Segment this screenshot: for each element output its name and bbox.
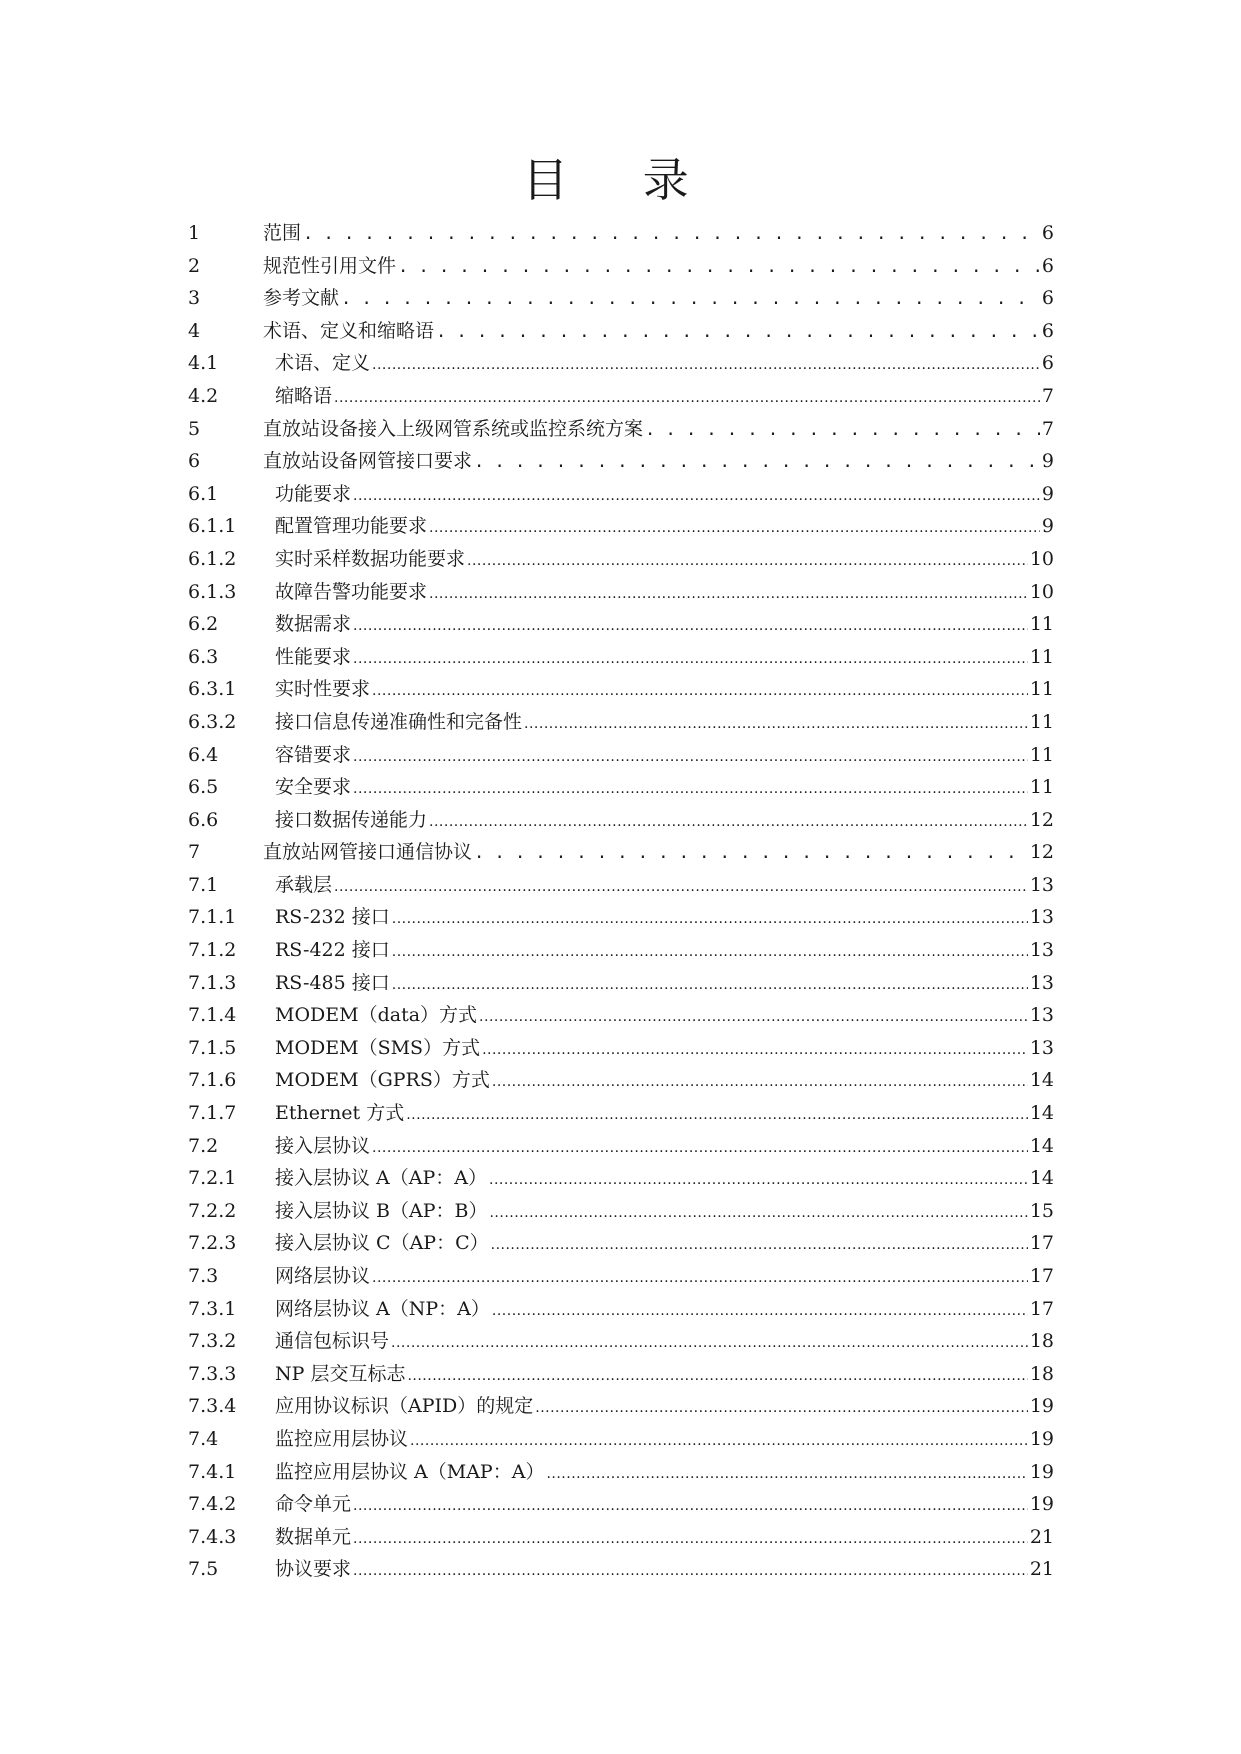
toc-dot-leader <box>398 250 1040 283</box>
toc-entry-page-number: 6 <box>1041 254 1054 277</box>
toc-entry-page-number: 11 <box>1029 678 1054 701</box>
toc-entry-title: 缩略语 <box>275 384 333 407</box>
toc-dot-leader <box>372 673 1028 706</box>
toc-entry[interactable] <box>188 576 1054 609</box>
toc-entry-title: 应用协议标识（APID）的规定 <box>275 1395 534 1418</box>
toc-entry-page-number: 13 <box>1029 939 1054 962</box>
toc-entry-title: 监控应用层协议 A（MAP：A） <box>275 1460 545 1483</box>
toc-entry-page-number: 9 <box>1041 482 1054 505</box>
toc-entry-page-number: 7 <box>1041 417 1054 440</box>
toc-entry-number: 7.4.1 <box>188 1460 237 1483</box>
toc-entry-number: 7.3.4 <box>188 1395 237 1418</box>
toc-entry-number: 6.3 <box>188 645 219 668</box>
toc-entry-title: 直放站设备接入上级网管系统或监控系统方案 <box>263 417 644 440</box>
toc-dot-leader <box>489 1195 1027 1228</box>
toc-entry-title: 实时采样数据功能要求 <box>275 547 466 570</box>
toc-entry[interactable] <box>188 739 1054 772</box>
toc-entry[interactable] <box>188 1358 1054 1391</box>
toc-entry-number: 6.1 <box>188 482 219 505</box>
toc-dot-leader <box>492 1064 1028 1097</box>
toc-entry[interactable] <box>188 967 1054 1000</box>
toc-entry-page-number: 19 <box>1029 1395 1054 1418</box>
page-title: 目 录 <box>522 153 719 207</box>
toc-entry[interactable] <box>188 1097 1054 1130</box>
toc-entry-page-number: 6 <box>1041 222 1054 244</box>
toc-entry-number: 7.3.2 <box>188 1330 237 1353</box>
toc-entry-number: 7.5 <box>188 1558 219 1581</box>
toc-entry-title: 数据需求 <box>275 613 352 636</box>
toc-dot-leader <box>353 1553 1028 1586</box>
toc-entry-number: 7.1.5 <box>188 1036 237 1059</box>
toc-entry-title: 接口信息传递准确性和完备性 <box>275 710 523 733</box>
toc-entry-number: 7.1 <box>188 873 219 896</box>
toc-entry-number: 2 <box>188 254 201 277</box>
toc-entry-title: RS-422 接口 <box>275 939 390 962</box>
toc-entry[interactable] <box>188 869 1054 902</box>
toc-entry[interactable] <box>188 478 1054 511</box>
toc-entry-page-number: 17 <box>1029 1297 1054 1320</box>
toc-entry-number: 6.6 <box>188 808 219 831</box>
toc-entry-page-number: 11 <box>1029 613 1054 636</box>
toc-entry[interactable] <box>188 1488 1054 1521</box>
toc-entry[interactable] <box>188 510 1054 543</box>
toc-dot-leader <box>492 1293 1028 1326</box>
toc-entry-title: 配置管理功能要求 <box>275 515 428 538</box>
toc-entry-number: 6.3.2 <box>188 710 237 733</box>
toc-entry[interactable] <box>188 413 1054 446</box>
toc-entry-page-number: 15 <box>1029 1199 1054 1222</box>
toc-entry-title: 术语、定义 <box>275 352 371 375</box>
toc-entry[interactable] <box>188 804 1054 837</box>
toc-entry-page-number: 17 <box>1029 1232 1054 1255</box>
toc-entry-title: 性能要求 <box>275 645 352 668</box>
toc-entry-title: MODEM（SMS）方式 <box>275 1036 481 1059</box>
toc-entry[interactable] <box>188 250 1054 283</box>
toc-entry-title: 监控应用层协议 <box>275 1427 409 1450</box>
toc-entry-page-number: 10 <box>1029 580 1054 603</box>
toc-entry-number: 5 <box>188 417 201 440</box>
toc-entry-title: 数据单元 <box>275 1525 352 1548</box>
toc-entry-title: RS-485 接口 <box>275 971 390 994</box>
toc-entry-title: 接入层协议 C（AP：C） <box>275 1232 489 1255</box>
toc-entry-number: 7.1.2 <box>188 939 237 962</box>
toc-entry-number: 7.3.1 <box>188 1297 237 1320</box>
toc-entry-title: 规范性引用文件 <box>263 254 397 277</box>
toc-entry-number: 7.1.6 <box>188 1069 237 1092</box>
toc-entry[interactable] <box>188 543 1054 576</box>
toc-entry-number: 7.1.7 <box>188 1102 237 1125</box>
toc-entry-page-number: 14 <box>1029 1102 1054 1125</box>
toc-entry[interactable] <box>188 999 1054 1032</box>
toc-dot-leader <box>479 999 1028 1032</box>
toc-entry-number: 7.4 <box>188 1427 219 1450</box>
toc-entry-title: 直放站网管接口通信协议 <box>263 841 473 864</box>
toc-entry-page-number: 19 <box>1029 1493 1054 1516</box>
toc-entry-page-number: 9 <box>1041 450 1054 473</box>
toc-entry-number: 4 <box>188 319 201 342</box>
toc-entry-page-number: 21 <box>1029 1525 1054 1548</box>
toc-dot-leader <box>353 771 1028 804</box>
toc-entry-number: 6.1.1 <box>188 515 237 538</box>
toc-dot-leader <box>410 1423 1028 1456</box>
toc-entry-title: 范围 <box>263 222 302 244</box>
toc-entry[interactable] <box>188 1162 1054 1195</box>
toc-entry-title: 接入层协议 B（AP：B） <box>275 1199 488 1222</box>
toc-dot-leader <box>429 510 1040 543</box>
toc-entry-title: MODEM（data）方式 <box>275 1004 478 1027</box>
toc-dot-leader <box>392 967 1028 1000</box>
toc-entry[interactable] <box>188 901 1054 934</box>
toc-dot-leader <box>474 836 1028 869</box>
toc-dot-leader <box>467 543 1028 576</box>
toc-entry-page-number: 9 <box>1041 515 1054 538</box>
toc-entry-title: NP 层交互标志 <box>275 1362 406 1385</box>
toc-dot-leader <box>392 901 1028 934</box>
toc-entry-page-number: 12 <box>1029 841 1054 864</box>
toc-dot-leader <box>436 315 1040 348</box>
toc-dot-leader <box>392 934 1028 967</box>
toc-entry[interactable] <box>188 1260 1054 1293</box>
toc-entry-page-number: 18 <box>1029 1362 1054 1385</box>
toc-entry-page-number: 13 <box>1029 971 1054 994</box>
toc-entry-title: 承载层 <box>275 873 333 896</box>
toc-dot-leader <box>372 1130 1028 1163</box>
toc-entry-title: 接入层协议 <box>275 1134 371 1157</box>
toc-dot-leader <box>535 1390 1028 1423</box>
toc-entry-page-number: 7 <box>1041 384 1054 407</box>
toc-entry-page-number: 11 <box>1029 743 1054 766</box>
toc-entry-number: 6.1.3 <box>188 580 237 603</box>
toc-entry-number: 4.2 <box>188 384 219 407</box>
toc-entry-number: 6.1.2 <box>188 547 237 570</box>
toc-dot-leader <box>474 445 1040 478</box>
toc-entry-title: 故障告警功能要求 <box>275 580 428 603</box>
toc-entry-number: 3 <box>188 287 201 310</box>
toc-dot-leader <box>645 413 1040 446</box>
toc-entry[interactable] <box>188 1064 1054 1097</box>
toc-entry-number: 4.1 <box>188 352 219 375</box>
toc-entry[interactable] <box>188 1032 1054 1065</box>
toc-dot-leader <box>429 576 1028 609</box>
toc-entry-number: 7.2 <box>188 1134 219 1157</box>
toc-entry-title: 直放站设备网管接口要求 <box>263 450 473 473</box>
toc-entry-title: 网络层协议 A（NP：A） <box>275 1297 490 1320</box>
toc-entry[interactable] <box>188 1195 1054 1228</box>
toc-entry[interactable] <box>188 1227 1054 1260</box>
toc-dot-leader <box>353 608 1028 641</box>
toc-entry[interactable] <box>188 608 1054 641</box>
toc-entry-number: 1 <box>188 222 201 244</box>
toc-entry-title: RS-232 接口 <box>275 906 390 929</box>
toc-entry-number: 6.5 <box>188 776 219 799</box>
toc-entry-page-number: 14 <box>1029 1134 1054 1157</box>
toc-entry-number: 7.2.3 <box>188 1232 237 1255</box>
toc-dot-leader <box>334 869 1028 902</box>
toc-entry-page-number: 18 <box>1029 1330 1054 1353</box>
toc-entry[interactable] <box>188 1456 1054 1489</box>
toc-entry[interactable] <box>188 934 1054 967</box>
toc-entry[interactable] <box>188 347 1054 380</box>
toc-dot-leader <box>353 739 1028 772</box>
toc-entry[interactable] <box>188 1293 1054 1326</box>
toc-entry-title: 通信包标识号 <box>275 1330 390 1353</box>
toc-dot-leader <box>546 1456 1027 1489</box>
toc-dot-leader <box>406 1097 1028 1130</box>
toc-entry-number: 7 <box>188 841 201 864</box>
toc-entry-number: 6.4 <box>188 743 219 766</box>
toc-entry-page-number: 13 <box>1029 906 1054 929</box>
toc-entry-title: MODEM（GPRS）方式 <box>275 1069 490 1092</box>
toc-entry-page-number: 14 <box>1029 1167 1054 1190</box>
toc-entry[interactable] <box>188 1521 1054 1554</box>
toc-dot-leader <box>489 1162 1028 1195</box>
toc-dot-leader <box>353 1521 1028 1554</box>
toc-entry-page-number: 11 <box>1029 645 1054 668</box>
toc-entry-page-number: 14 <box>1029 1069 1054 1092</box>
toc-entry-page-number: 6 <box>1041 319 1054 342</box>
toc-entry-number: 7.2.2 <box>188 1199 237 1222</box>
toc-entry-page-number: 19 <box>1029 1460 1054 1483</box>
toc-entry[interactable] <box>188 282 1054 315</box>
toc-dot-leader <box>372 347 1040 380</box>
toc-dot-leader <box>303 217 1040 250</box>
toc-entry-number: 7.3.3 <box>188 1362 237 1385</box>
toc-entry[interactable] <box>188 1130 1054 1163</box>
toc-entry-number: 7.3 <box>188 1265 219 1287</box>
toc-entry[interactable] <box>188 706 1054 739</box>
toc-entry-page-number: 17 <box>1029 1265 1054 1287</box>
toc-entry[interactable] <box>188 217 1054 250</box>
toc-entry-title: Ethernet 方式 <box>275 1102 405 1125</box>
toc-entry[interactable] <box>188 315 1054 348</box>
toc-entry-title: 命令单元 <box>275 1493 352 1516</box>
toc-entry[interactable] <box>188 673 1054 706</box>
toc-dot-leader <box>524 706 1028 739</box>
toc-entry-number: 7.4.2 <box>188 1493 237 1516</box>
toc-dot-leader <box>482 1032 1028 1065</box>
toc-entry[interactable] <box>188 771 1054 804</box>
toc-entry[interactable] <box>188 1423 1054 1456</box>
toc-dot-leader <box>372 1260 1028 1293</box>
toc-entry[interactable] <box>188 1325 1054 1358</box>
toc-dot-leader <box>429 804 1028 837</box>
toc-entry-page-number: 19 <box>1029 1427 1054 1450</box>
toc-entry[interactable] <box>188 1553 1054 1586</box>
toc-dot-leader <box>334 380 1040 413</box>
toc-entry-title: 接口数据传递能力 <box>275 808 428 831</box>
table-of-contents <box>188 217 1054 1586</box>
toc-entry-number: 7.1.4 <box>188 1004 237 1027</box>
toc-entry-title: 术语、定义和缩略语 <box>263 319 435 342</box>
toc-dot-leader <box>353 478 1040 511</box>
toc-entry-page-number: 11 <box>1029 710 1054 733</box>
toc-entry-number: 6.3.1 <box>188 678 237 701</box>
toc-entry[interactable] <box>188 836 1054 869</box>
toc-dot-leader <box>353 641 1028 674</box>
toc-entry-page-number: 13 <box>1029 873 1054 896</box>
toc-entry-title: 网络层协议 <box>275 1265 371 1287</box>
toc-entry-title: 实时性要求 <box>275 678 371 701</box>
toc-entry-page-number: 12 <box>1029 808 1054 831</box>
toc-entry[interactable] <box>188 445 1054 478</box>
toc-entry-title: 接入层协议 A（AP：A） <box>275 1167 487 1190</box>
toc-entry-number: 6 <box>188 450 201 473</box>
toc-entry-number: 7.4.3 <box>188 1525 237 1548</box>
toc-entry-number: 7.2.1 <box>188 1167 237 1190</box>
toc-entry[interactable] <box>188 380 1054 413</box>
toc-entry-page-number: 13 <box>1029 1004 1054 1027</box>
toc-entry-title: 参考文献 <box>263 287 340 310</box>
toc-entry-page-number: 11 <box>1029 776 1054 799</box>
toc-dot-leader <box>391 1325 1028 1358</box>
toc-dot-leader <box>341 282 1040 315</box>
toc-entry-page-number: 10 <box>1029 547 1054 570</box>
toc-dot-leader <box>353 1488 1028 1521</box>
toc-entry-number: 7.1.1 <box>188 906 237 929</box>
toc-entry-number: 6.2 <box>188 613 219 636</box>
toc-entry-title: 容错要求 <box>275 743 352 766</box>
toc-entry-title: 安全要求 <box>275 776 352 799</box>
toc-entry-page-number: 13 <box>1029 1036 1054 1059</box>
toc-entry-title: 功能要求 <box>275 482 352 505</box>
toc-dot-leader <box>491 1227 1028 1260</box>
toc-entry-page-number: 6 <box>1041 287 1054 310</box>
toc-entry[interactable] <box>188 641 1054 674</box>
toc-entry-title: 协议要求 <box>275 1558 352 1581</box>
toc-entry[interactable] <box>188 1390 1054 1423</box>
toc-entry-number: 7.1.3 <box>188 971 237 994</box>
toc-entry-page-number: 6 <box>1041 352 1054 375</box>
toc-dot-leader <box>407 1358 1027 1391</box>
toc-entry-page-number: 21 <box>1029 1558 1054 1581</box>
